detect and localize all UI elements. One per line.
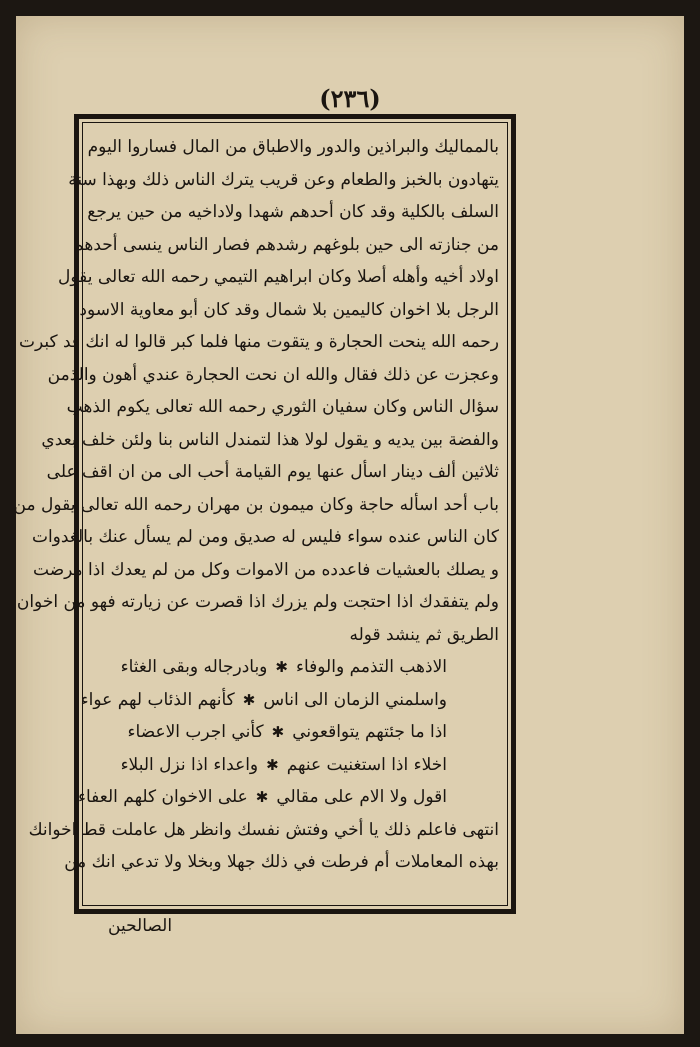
verse-second-hemistich: كأني اجرب الاعضاء bbox=[127, 722, 264, 743]
poem-verse bbox=[80, 684, 499, 717]
text-line: سؤال الناس وكان سفيان الثوري رحمه الله تعالى يكوم الذهب bbox=[66, 397, 499, 417]
text-frame-inner bbox=[13, 122, 508, 906]
text-line: يتهادون بالخبز والطعام وعن قريب يترك الناس ذلك وبهذا سنة bbox=[68, 169, 499, 190]
closing-block bbox=[28, 814, 499, 879]
text-line: والفضة بين يديه و يقول لولا هذا لتمندل الناس بنا ولئن خلف بعدي bbox=[41, 429, 499, 450]
poem-block bbox=[77, 651, 499, 814]
text-line: و يصلك بالعشيات فاعدده من الاموات وكل من لم يعدك اذا مرضت bbox=[33, 559, 499, 580]
verse-separator-icon: ✱ bbox=[275, 658, 288, 677]
text-line: رحمه الله ينحت الحجارة و يتقوت منها فلما كبر قالوا له انك قد كبرت bbox=[18, 332, 499, 352]
verse-separator-icon: ✱ bbox=[242, 690, 256, 709]
verse-first-hemistich: اخلاء اذا استغنيت عنهم bbox=[286, 754, 447, 775]
text-line: السلف بالكلية وقد كان أحدهم شهدا ولاداخيه من حين يرجع bbox=[87, 202, 499, 222]
poem-verse bbox=[91, 749, 499, 782]
text-line: باب أحد اسأله حاجة وكان ميمون بن مهران رحمه الله تعالى يقول من bbox=[13, 494, 499, 515]
text-line: ثلاثين ألف دينار اسأل عنها يوم القيامة أحب الى من ان اقف على bbox=[46, 462, 499, 482]
text-line: بالمماليك والبراذين والدور والاطباق من المال فساروا اليوم bbox=[87, 137, 499, 157]
book-page bbox=[13, 16, 684, 1034]
verse-second-hemistich: واعداء اذا نزل البلاء bbox=[120, 754, 259, 775]
verse-separator-icon: ✱ bbox=[266, 755, 279, 774]
text-line: وعجزت عن ذلك فقال والله ان نحت الحجارة عندي أهون والذمن bbox=[47, 364, 499, 385]
verse-first-hemistich: واسلمني الزمان الى اناس bbox=[263, 689, 447, 710]
text-line: اولاد أخيه وأهله أصلا وكان ابراهيم التيمي رحمه الله تعالى يقول bbox=[58, 267, 499, 287]
verse-second-hemistich: وبادرجاله وبقى الغثاء bbox=[120, 657, 268, 678]
verse-separator-icon: ✱ bbox=[255, 788, 269, 807]
verse-first-hemistich: الاذهب التذمم والوفاء bbox=[295, 657, 447, 678]
poem-verse bbox=[77, 781, 499, 814]
text-line: ولم يتفقدك اذا احتجت ولم يزرك اذا قصرت عن زيارته فهو من اخوان bbox=[16, 592, 499, 612]
verse-separator-icon: ✱ bbox=[271, 723, 285, 742]
text-frame bbox=[13, 114, 516, 914]
text-line: من جنازته الى حين بلوغهم رشدهم فصار الناس ينسى أحدهم bbox=[73, 234, 499, 255]
poem-verse bbox=[91, 651, 499, 684]
text-line: الرجل بلا اخوان كاليمين بلا شمال وقد كان أبو معاوية الاسود bbox=[79, 299, 499, 320]
prose-block bbox=[13, 131, 499, 651]
page-number: (٢٣٦) bbox=[319, 84, 381, 113]
verse-first-hemistich: اذا ما جئتهم يتواقعوني bbox=[292, 722, 447, 743]
verse-second-hemistich: على الاخوان كلهم العفاء bbox=[77, 787, 248, 808]
text-line: الطريق ثم ينشد قوله bbox=[349, 624, 499, 645]
text-line: انتهى فاعلم ذلك يا أخي وفتش نفسك وانظر هل عاملت قط اخوانك bbox=[28, 819, 499, 840]
text-line: كان الناس عنده سواء فليس له صديق ومن لم يسأل عنك بالغدوات bbox=[31, 527, 499, 547]
verse-second-hemistich: كأنهم الذئاب لهم عواء bbox=[80, 689, 235, 710]
text-line: بهذه المعاملات أم فرطت في ذلك جهلا وبخلا ولا تدعي انك من bbox=[64, 852, 499, 872]
catchword: الصالحين bbox=[108, 916, 173, 936]
poem-verse bbox=[91, 716, 499, 749]
verse-first-hemistich: اقول ولا الام على مقالي bbox=[276, 787, 447, 808]
